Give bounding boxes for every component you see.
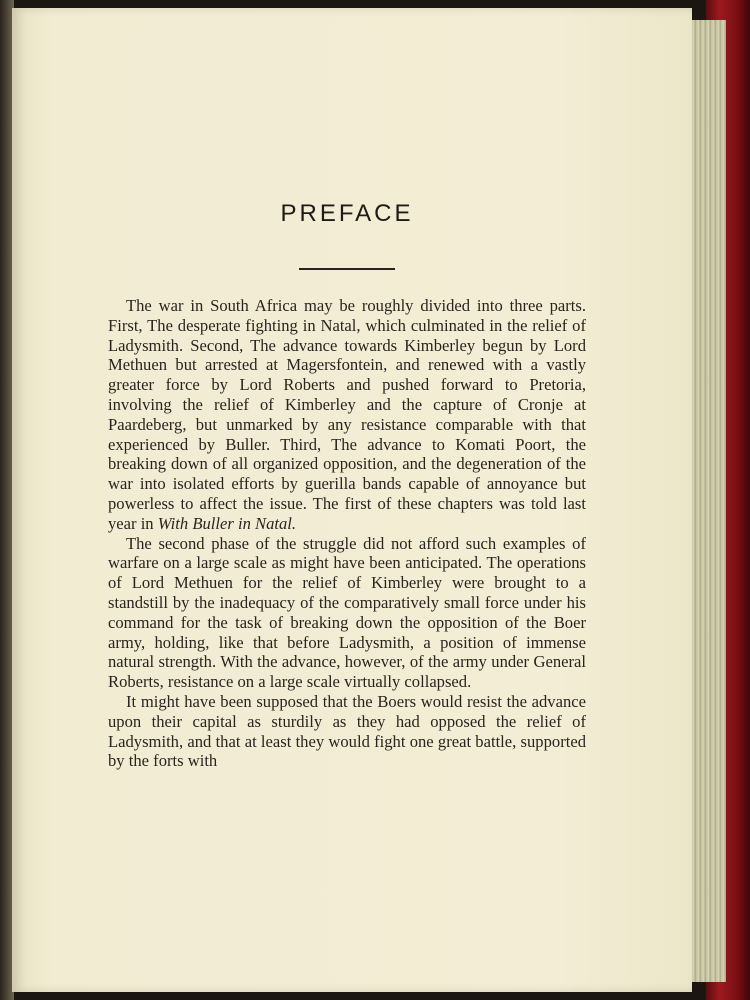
paragraph-1-text: The war in South Africa may be roughly divided into three parts. First, The desperate fighting in Natal, which culminated in the relief of Ladysmith. Second, The advance towards Kimberley begun by Lord Methuen but arrested at Magersfontein, and renewed with a vastly greater force by Lord Roberts and pushed forward to Pretoria, involving the relief of Kimberley and the capture of Cronje at Paardeberg, but unmarked by any resistance comparable with that experienced by Buller. Third, The advance to Komati Poort, the breaking down of all organized opposition, and the degeneration of the war into isolated efforts by guerilla bands capable of annoyance but powerless to affect the issue. The first of these chapters was told last year in xyxy=(108,296,586,533)
paragraph-3: It might have been supposed that the Boers would resist the advance upon their capital as sturdily as they had opposed the relief of Ladysmith, and that at least they would fight one great battle, supported by the forts with xyxy=(108,691,586,771)
page-content xyxy=(108,200,586,771)
preface-body xyxy=(108,296,586,771)
paragraph-2: The second phase of the struggle did not afford such examples of warfare on a large scale as might have been anticipated. The operations of Lord Methuen for the relief of Kimberley were brought to a standstill by the inadequacy of the comparatively small force under his command for the task of breaking down the opposition of the Boer army, holding, like that before Ladysmith, a position of immense natural strength. With the advance, however, of the army under General Roberts, resistance on a large scale virtually collapsed. xyxy=(108,533,586,692)
page-title: PREFACE xyxy=(280,200,414,227)
page-edges xyxy=(690,20,726,982)
title-divider xyxy=(299,268,395,270)
paragraph-1 xyxy=(108,296,586,534)
book-title-reference: With Buller in Natal. xyxy=(157,513,297,533)
